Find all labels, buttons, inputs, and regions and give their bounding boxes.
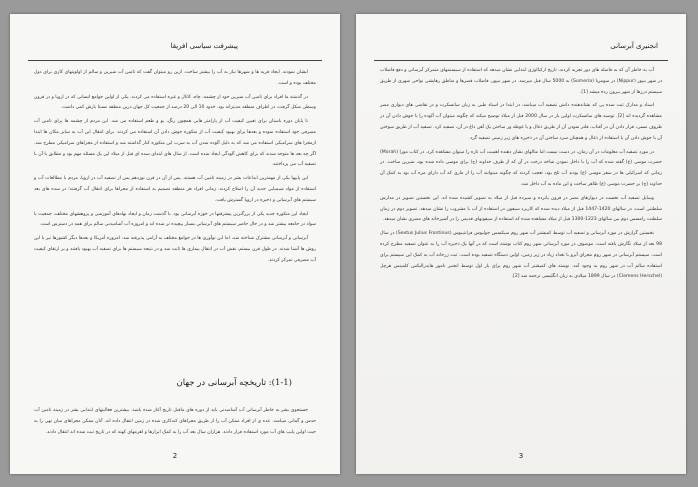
paragraph: ایجاد این متکوره جدید یکی از بزرگترین پیشرفتها در حوزه آبرسانی بود. با گذشت زمان و ایجاد نهادهای آموزشی و پژوهشهای مختلف، جمعیت با سواد در جامعه بیشتر شد و در حال حاضر سیستم های آبرسانی بسیار پیچیده تر شده اند و امروزه آب آشامیدنی سالم برای همه در دسترس است. <box>34 211 316 228</box>
right-body-text <box>380 66 662 286</box>
paragraph: آب به خاطر آن که به فاصله های دور تجربه کردند، تاریخ ارکیالوژی ابتدایی نشان میدهد که استفاده از سیستمهای متمرکز آبرسانی و دفع فاضلاب در شهر نیپور (Nippur) در سومریا (Sumeria) به 5000 سال قبل میرسد. در شهر نیپور، فاضلاب قصرها و مناطق رهایشی نواحی شهری از طریق سیستم درزها از شهر بیرون رده میشد [1]. <box>380 68 662 95</box>
section-body-text <box>34 406 316 441</box>
header-rule <box>28 60 322 61</box>
paragraph: جستجوی بشر به خاطر آبرسانی آب آشامیدنی باید از دوره های ماقبل تاریخ آغاز شده باشد. بیشترین فعالیتهای ابتدایی بشر در زمینه تامین آب حدس و گمانی میباشد. عده ی از افراد ممکن آب را از طریق مجراهای کندکاری شده در زمین انتقال داده اند. آنان ممکن مجراهای میان تهی را به حیث اولین پایپ های آب مورد استفاده قرار دادند. هزاران سال بعد آب را به کمک ابزارها و اهرمهای کهنه که در تاریخ ثبت شده اند انتقال دادند. <box>34 408 316 435</box>
paragraph: آبرسانی و آبرسانی مشترک شناخته شد، اما این نوآوری ها در جوامع مختلف به آرامی پذیرفته شد. امروزه آمریکا و بعدها دیگر کشورها نیز با این روش ها آشنا شدند. در طول قرن بیستم، نقش آب در انتقال بیماری ها ثابت شد و در نتیجه سیستم ها برای تصفیه آب بهبود یافتند و بر ارتقای کیفیت آب مصرفی تمرکز کردند. <box>34 236 316 263</box>
header-rule <box>374 60 668 61</box>
section-title: (1-1): تاریخچه آبرسانی در جهان <box>176 378 292 388</box>
left-page-header: پیشرفت سیاسی افریقا <box>170 42 238 50</box>
paragraph: در مورد تصفیه آب معلومات در آن زمان، در دست نیست اما مثالهای نشان دهنده اهمیت آب تازه را میتوان مشاهده کرد. در کتاب مورا (Morah) حضرت موسی (ع) گفته شده که آب را با داخل نمودن شاخه درخت در آن که از طرف خداوند (ج) برای موسی داده شده بود، شیرین ساخت. در زمانی که اسرائیلی ها در سفر موسی (ع) بودند آب تلخ بود، تعجب کردند که چگونه میتوانند آب را از ماری که آب دارای مزه آب بود به کمک آن خداوند (ج) بر حضرت موسی (ع) ظاهر ساخت و این ماده به آب داخل شد. <box>380 149 662 187</box>
paragraph: اسناد و مدارک ثبت شده پی که نشاندهنده دانش تصفیه آب میباشد، در ابتدا در اسناد طبی به زبان سانسکرت و در نقاشی های دیواری مصر مشاهده گردیده اند [2]. توصیه های سانسکرت اولین بار در سال 2000 قبل از میلاد توضیح میکند که چگونه میتوان آب آلوده را با جوش دادن آن در ظروف مسی، قرار دادن آن در آفتاب، فلتر نمودن آن از طریق ذغال و یا غوطه ور ساختن یک آهن داغ در آن، تصفیه کرد. تصفیه آب از طریق سوختن آن با جوش دادن آن با استفاده از ذغال و همچنان سرد ساختن آن در ذخیره های زیر زمینی تصفیه گرد. <box>380 103 662 141</box>
page-number: 3 <box>518 452 524 460</box>
right-page-header: انجنیری آبرسانی <box>610 42 658 50</box>
page-number: 2 <box>172 452 178 460</box>
paragraph: این پایپها یکی از مهمترین ابداعات بشر در زمینه تامین آب هستند. پس از آن در قرن نوزدهم پس از تصفیه آب در اروپا، مردم با مطالعات آب و استفاده از مواد شیمیایی جدید آن را اصلاح کردند. زمانی افراد هر منطقه تصمیم به استفاده از مجراها برای انتقال آب گرفتند؛ در سده های بعد سیستم های آبرسانی و ذخیره در اروپا گسترش یافت. <box>34 176 316 203</box>
paragraph: نخستین گزارش در مورد آبرسانی و تصفیه آب توسط کمیشنر آب شهر روم سیکسس جولیوس فرانتینوس (Sextus Julius Frontinus) در سال 98 بعد از میلاد نگارش یافته است. موصوف در مورد آبرسانی شهر روم کتاب نوشته است که در آنها یک ذخیره آب را به عنوان تصفیه مطرح کرده است. سیستم آبرسانی در شهر روم مجرای آبرو با تعداد زیاد در زیر زمین، اولین دستگاه تصفیه بوده است. ثبت زرخانه آب به کمک این سیستم برای استفاده سالم آب در شهر روم به وجود آمد. نوشته های کمیشنر آب شهر روم برای بار اول توسط انجنیر نامور هایدرالیکس کلمینس هرچل (Clemens Herschel) در سال 1899 میلادی به زبان انگلیسی ترجمه شد [2]. <box>380 231 662 280</box>
left-body-text <box>34 68 316 270</box>
paragraph: در گذشته ما افراد برای تامین آب شیرین خود از چشمه، چاه، کانال و غیره استفاده می کردند. یکی از اولین جوامع انسانی که در اروپا و در قرون وسطی شکل گرفت، در اطراف منطقه مدیترانه بود. حدود 10 الی 20 درصد از جمعیت کل جهان درین منطقه نسبتا بارش کمی داشت. <box>34 94 316 111</box>
paragraph: تا پایان دوره باستان برای تعیین کیفیت آب از پارامتر هایی همچون رنگ، بو و طعم استفاده می شد. این مردم از چشمه ها برای تامین آب مصرفی خود استفاده نموده و بعدها برای بهبود کیفیت آب از متکوره جوش دادن آن استفاده می کردند. برای انتقال این آب به سایر مکان ها ابتدا ازمجرا های سرامیکی استفاده می شد که به دلیل آلوده شدن آب به سرب این متکوره کنار گذاشته شد و استفاده از مجراهای سرامیکی مطرح شد. اگر چه بعد ها متوجه شدند که برای کاهش آلودگی ایجاد شده است. از سال های ابتدای سده ای قبل از میلاد این یک مسئله مهم بود و مطابق با آن با تصفیه آب می پرداختند. <box>34 119 316 168</box>
left-page <box>10 14 340 474</box>
right-page <box>356 14 686 474</box>
paragraph: ایشان نمودند. ایجاد قریه ها و شهرها نیاز به آب را بیشتر ساخت. ازین رو میتوان گفت که تامین آب شیرین و سالم از اولویتهای کاری برای دول مختلف بوده و است. <box>34 70 316 86</box>
paragraph: وسایل تصفیه آب نخست در دیوارهای مصر در قرون پانزده و سیزده قبل از میلاد به تصویر کشیده شده اند. این نخستین تصویر در مدارس سلطنتی است، در سالهای 1420-1447 قبل از میلاد دیده شده که کاربرد سیفون در استفاده از آب با مشروب را نشان میدهد. تصویر دوم در زمان سلطنت رامسس دوم بین سالهای 1223-1300 قبل از میلاد مشاهده شده که استفاده از سیفونهای قدیمی را در آشپزخانه های مصری نشان میدهد. <box>380 195 662 223</box>
